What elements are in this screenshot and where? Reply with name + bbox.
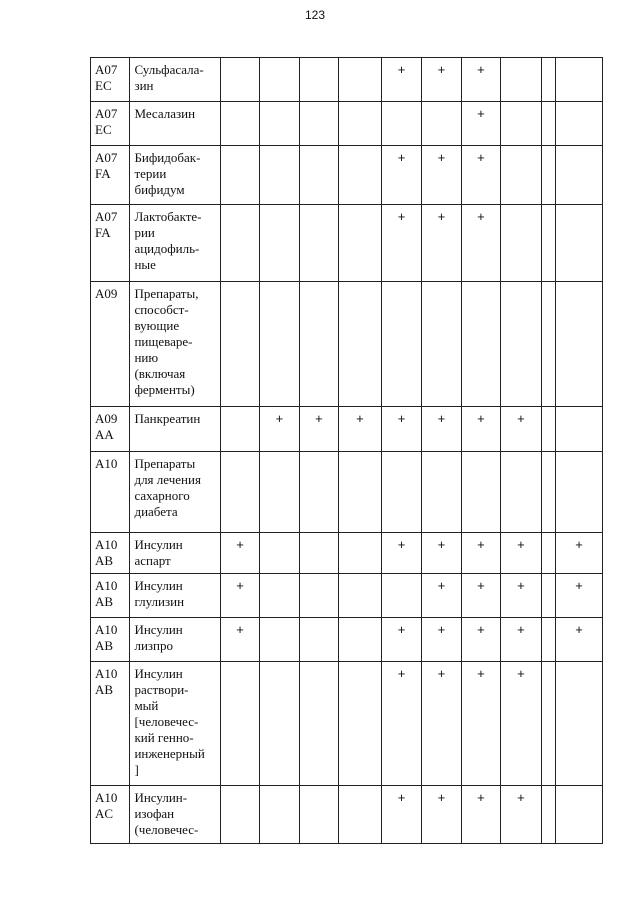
table-row — [91, 786, 603, 844]
mark-cell — [299, 452, 338, 533]
atc-code-cell: A10 AB — [91, 533, 130, 574]
mark-cell — [541, 662, 556, 786]
mark-cell — [556, 58, 603, 102]
mark-cell — [461, 282, 500, 407]
mark-cell — [220, 205, 259, 282]
mark-cell — [260, 205, 299, 282]
table-row — [91, 282, 603, 407]
drug-name-cell: Лактобакте- рии ацидофиль- ные — [130, 205, 220, 282]
mark-cell — [220, 786, 259, 844]
mark-cell — [422, 452, 461, 533]
mark-cell — [541, 146, 556, 205]
mark-cell — [556, 146, 603, 205]
mark-cell: + — [381, 662, 422, 786]
mark-cell — [422, 102, 461, 146]
mark-cell: + — [381, 407, 422, 452]
mark-cell — [541, 58, 556, 102]
mark-cell: + — [501, 533, 542, 574]
mark-cell — [260, 618, 299, 662]
mark-cell: + — [556, 618, 603, 662]
mark-cell — [299, 662, 338, 786]
drug-name-cell: Инсулин- изофан (человечес- — [130, 786, 220, 844]
mark-cell — [381, 102, 422, 146]
mark-cell: + — [501, 618, 542, 662]
mark-cell — [339, 452, 382, 533]
mark-cell: + — [422, 574, 461, 618]
mark-cell: + — [422, 533, 461, 574]
mark-cell — [260, 533, 299, 574]
mark-cell — [220, 102, 259, 146]
drug-name-cell: Препараты для лечения сахарного диабета — [130, 452, 220, 533]
mark-cell — [556, 102, 603, 146]
mark-cell — [556, 452, 603, 533]
atc-code-cell: A07 EC — [91, 58, 130, 102]
mark-cell: + — [422, 205, 461, 282]
table-row — [91, 452, 603, 533]
mark-cell: + — [501, 662, 542, 786]
mark-cell — [299, 282, 338, 407]
mark-cell — [501, 146, 542, 205]
mark-cell — [461, 452, 500, 533]
mark-cell — [556, 205, 603, 282]
drug-name-cell: Панкреатин — [130, 407, 220, 452]
drug-name-cell: Месалазин — [130, 102, 220, 146]
mark-cell: + — [461, 618, 500, 662]
mark-cell — [501, 58, 542, 102]
mark-cell — [381, 574, 422, 618]
mark-cell — [339, 662, 382, 786]
mark-cell — [556, 662, 603, 786]
mark-cell — [501, 282, 542, 407]
mark-cell: + — [422, 786, 461, 844]
mark-cell — [541, 452, 556, 533]
mark-cell — [220, 58, 259, 102]
mark-cell — [299, 205, 338, 282]
mark-cell — [541, 533, 556, 574]
mark-cell: + — [220, 574, 259, 618]
mark-cell: + — [461, 786, 500, 844]
mark-cell — [541, 205, 556, 282]
mark-cell — [220, 146, 259, 205]
table-row — [91, 205, 603, 282]
mark-cell: + — [461, 574, 500, 618]
mark-cell — [220, 662, 259, 786]
table-row — [91, 618, 603, 662]
mark-cell: + — [556, 533, 603, 574]
mark-cell — [541, 102, 556, 146]
mark-cell — [501, 102, 542, 146]
mark-cell: + — [381, 146, 422, 205]
table-row — [91, 407, 603, 452]
mark-cell: + — [339, 407, 382, 452]
drug-table — [90, 57, 603, 844]
atc-code-cell: A10 AC — [91, 786, 130, 844]
mark-cell — [422, 282, 461, 407]
mark-cell — [339, 618, 382, 662]
mark-cell — [299, 786, 338, 844]
mark-cell — [260, 102, 299, 146]
mark-cell: + — [461, 533, 500, 574]
mark-cell — [260, 282, 299, 407]
mark-cell — [260, 574, 299, 618]
mark-cell: + — [461, 407, 500, 452]
mark-cell — [541, 282, 556, 407]
mark-cell — [260, 662, 299, 786]
mark-cell — [339, 282, 382, 407]
mark-cell — [501, 205, 542, 282]
atc-code-cell: A07 EC — [91, 102, 130, 146]
mark-cell — [339, 574, 382, 618]
mark-cell — [556, 786, 603, 844]
mark-cell — [339, 786, 382, 844]
mark-cell: + — [461, 58, 500, 102]
mark-cell: + — [461, 662, 500, 786]
mark-cell: + — [501, 786, 542, 844]
mark-cell — [339, 102, 382, 146]
table-row — [91, 574, 603, 618]
mark-cell — [220, 452, 259, 533]
mark-cell — [541, 574, 556, 618]
table-row — [91, 533, 603, 574]
mark-cell: + — [381, 618, 422, 662]
mark-cell — [260, 452, 299, 533]
mark-cell — [299, 58, 338, 102]
mark-cell — [260, 786, 299, 844]
page-number: 123 — [304, 8, 326, 22]
mark-cell: + — [501, 574, 542, 618]
mark-cell — [541, 618, 556, 662]
mark-cell — [299, 533, 338, 574]
table-row — [91, 662, 603, 786]
mark-cell — [260, 146, 299, 205]
mark-cell: + — [461, 102, 500, 146]
mark-cell: + — [220, 533, 259, 574]
atc-code-cell: A10 — [91, 452, 130, 533]
mark-cell: + — [299, 407, 338, 452]
mark-cell: + — [422, 146, 461, 205]
drug-name-cell: Сульфасала- зин — [130, 58, 220, 102]
atc-code-cell: A09 — [91, 282, 130, 407]
drug-name-cell: Препараты, способст- вующие пищеваре- нию (включая ферменты) — [130, 282, 220, 407]
table-row — [91, 102, 603, 146]
mark-cell: + — [461, 205, 500, 282]
mark-cell — [220, 282, 259, 407]
mark-cell — [556, 407, 603, 452]
mark-cell: + — [220, 618, 259, 662]
drug-name-cell: Инсулин глулизин — [130, 574, 220, 618]
mark-cell — [299, 618, 338, 662]
drug-name-cell: Инсулин аспарт — [130, 533, 220, 574]
mark-cell: + — [422, 662, 461, 786]
atc-code-cell: A09 AA — [91, 407, 130, 452]
mark-cell: + — [381, 533, 422, 574]
mark-cell: + — [422, 618, 461, 662]
mark-cell: + — [422, 407, 461, 452]
mark-cell — [339, 533, 382, 574]
mark-cell — [299, 102, 338, 146]
mark-cell — [381, 452, 422, 533]
mark-cell — [260, 58, 299, 102]
mark-cell — [339, 58, 382, 102]
mark-cell — [339, 205, 382, 282]
mark-cell: + — [381, 205, 422, 282]
mark-cell — [556, 282, 603, 407]
mark-cell — [339, 146, 382, 205]
mark-cell: + — [556, 574, 603, 618]
mark-cell — [299, 146, 338, 205]
atc-code-cell: A07 FA — [91, 205, 130, 282]
table-row — [91, 146, 603, 205]
mark-cell: + — [381, 58, 422, 102]
mark-cell — [220, 407, 259, 452]
table-row — [91, 58, 603, 102]
atc-code-cell: A07 FA — [91, 146, 130, 205]
mark-cell — [381, 282, 422, 407]
drug-name-cell: Инсулин лизпро — [130, 618, 220, 662]
mark-cell: + — [422, 58, 461, 102]
atc-code-cell: A10 AB — [91, 618, 130, 662]
atc-code-cell: A10 AB — [91, 574, 130, 618]
mark-cell: + — [381, 786, 422, 844]
drug-name-cell: Бифидобак- терии бифидум — [130, 146, 220, 205]
mark-cell — [501, 452, 542, 533]
drug-name-cell: Инсулин раствори- мый [человечес- кий генно- инженерный ] — [130, 662, 220, 786]
mark-cell: + — [501, 407, 542, 452]
mark-cell: + — [260, 407, 299, 452]
mark-cell — [541, 786, 556, 844]
atc-code-cell: A10 AB — [91, 662, 130, 786]
mark-cell — [541, 407, 556, 452]
mark-cell: + — [461, 146, 500, 205]
mark-cell — [299, 574, 338, 618]
